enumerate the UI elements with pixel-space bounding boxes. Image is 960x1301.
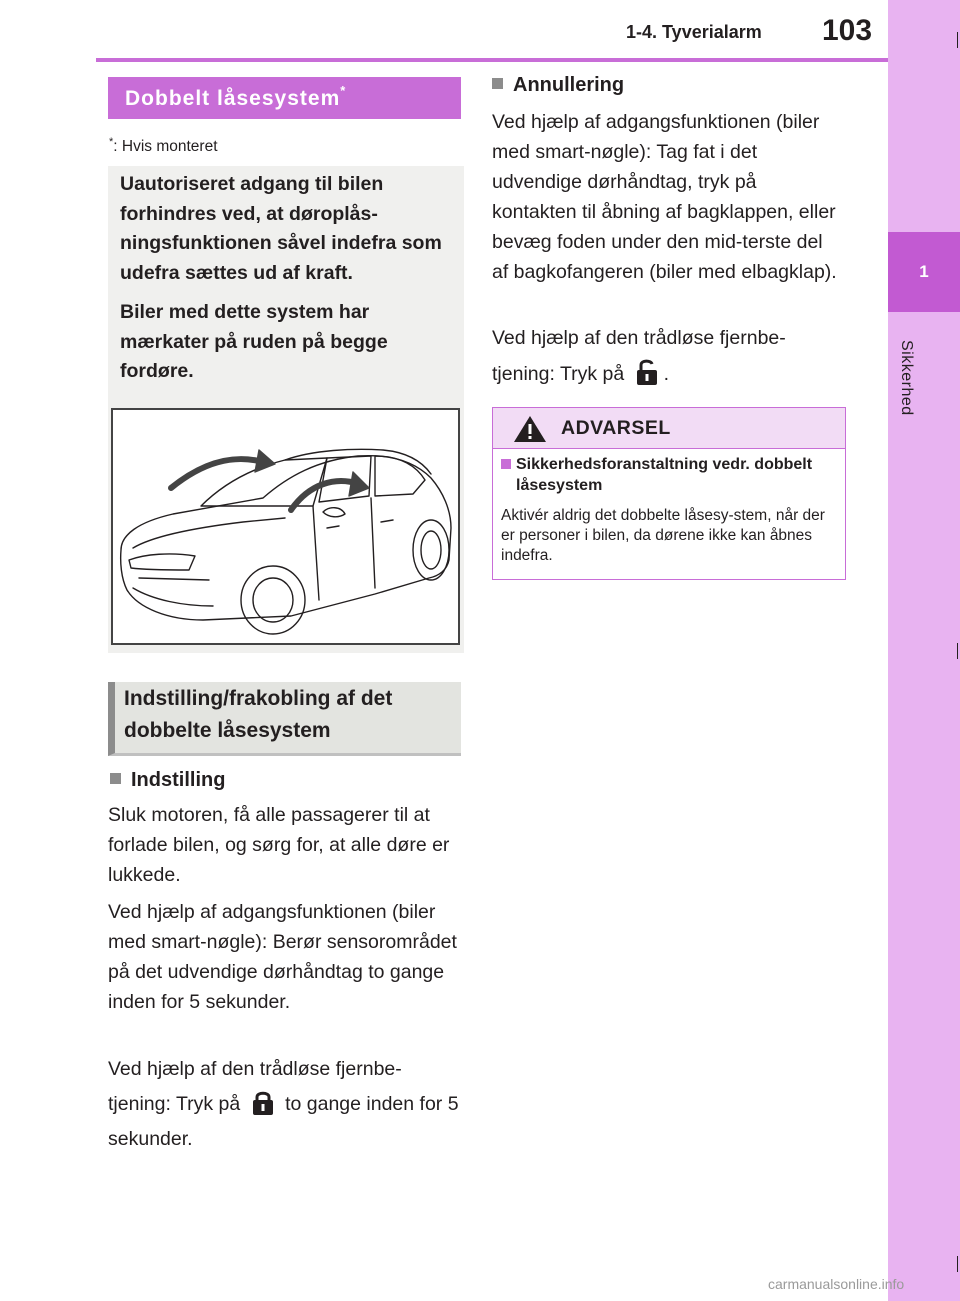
indstilling-paragraph-2: Ved hjælp af adgangsfunktionen (biler med smart-nøgle): Berør sensorområdet på det udvendige dørhåndtag to gange inden for 5 sekunder. — [108, 901, 457, 1013]
warning-triangle-icon — [513, 415, 547, 443]
indstilling-heading-text: Indstilling — [131, 769, 226, 791]
bullet-square — [110, 773, 121, 784]
warning-box — [492, 407, 846, 580]
annullering-paragraph-2 — [492, 320, 842, 392]
box-title-text: Dobbelt låsesystem — [125, 87, 341, 110]
box-title-marker: * — [340, 83, 347, 98]
section-subheading: Indstilling/frakobling af det dobbelte låsesystem — [108, 682, 461, 756]
bullet-square — [501, 459, 511, 469]
crop-mark — [957, 1256, 958, 1272]
annullering-heading — [492, 74, 624, 97]
warning-title: ADVARSEL — [561, 417, 671, 439]
header-rule — [96, 58, 888, 62]
annullering-heading-text: Annullering — [513, 74, 625, 96]
unlock-icon — [634, 358, 660, 386]
warning-subheading-text: Sikkerhedsforanstaltning vedr. dobbelt låsesystem — [516, 456, 813, 494]
lock-icon — [250, 1088, 276, 1116]
crop-mark — [957, 32, 958, 48]
chapter-label: Sikkerhed — [898, 340, 915, 416]
annullering-p2-before: Ved hjælp af den trådløse fjernbe-tjening: Tryk på — [492, 327, 786, 385]
footnote-marker: * — [109, 136, 114, 148]
section-title: 1-4. Tyverialarm — [626, 22, 762, 42]
warning-subheading — [501, 454, 816, 496]
car-illustration — [111, 408, 460, 645]
annullering-paragraph-1: Ved hjælp af adgangsfunktionen (biler med smart-nøgle): Tag fat i det udvendige dørhåndtag, tryk på kontakten til åbning af bagklappen, eller bevæg foden under den mid-terste del af bagkofangeren (biler med elbagklap). — [492, 111, 837, 283]
footnote-text: : Hvis monteret — [113, 138, 218, 156]
page-number: 103 — [822, 14, 873, 47]
chapter-number: 1 — [888, 232, 960, 312]
crop-mark — [957, 643, 958, 659]
warning-body: Aktivér aldrig det dobbelte låsesy-stem, når der er personer i bilen, da dørene ikke kan åbnes indefra. — [501, 507, 825, 564]
footnote — [109, 136, 218, 156]
chapter-tab-strip — [888, 0, 960, 1301]
indstilling-p3-after: to gange inden for 5 sekunder. — [108, 1093, 459, 1150]
indstilling-paragraph-1: Sluk motoren, få alle passagerer til at forlade bilen, og sørg for, at alle døre er lukkede. — [108, 804, 450, 886]
box-title — [108, 77, 461, 119]
indstilling-p3-before: Ved hjælp af den trådløse fjernbe-tjening: Tryk på — [108, 1058, 402, 1115]
warning-header — [493, 408, 845, 449]
indstilling-paragraph-3 — [108, 1052, 460, 1157]
intro-paragraph-2: Biler med dette system har mærkater på ruden på begge fordøre. — [120, 301, 388, 382]
intro-paragraph-1: Uautoriseret adgang til bilen forhindres ved, at døroplås-ningsfunktionen såvel indefra som udefra sættes ud af kraft. — [120, 173, 442, 284]
indstilling-heading — [110, 769, 225, 792]
watermark: carmanualsonline.info — [768, 1276, 905, 1292]
annullering-p2-after: . — [663, 363, 670, 385]
bullet-square — [492, 78, 503, 89]
